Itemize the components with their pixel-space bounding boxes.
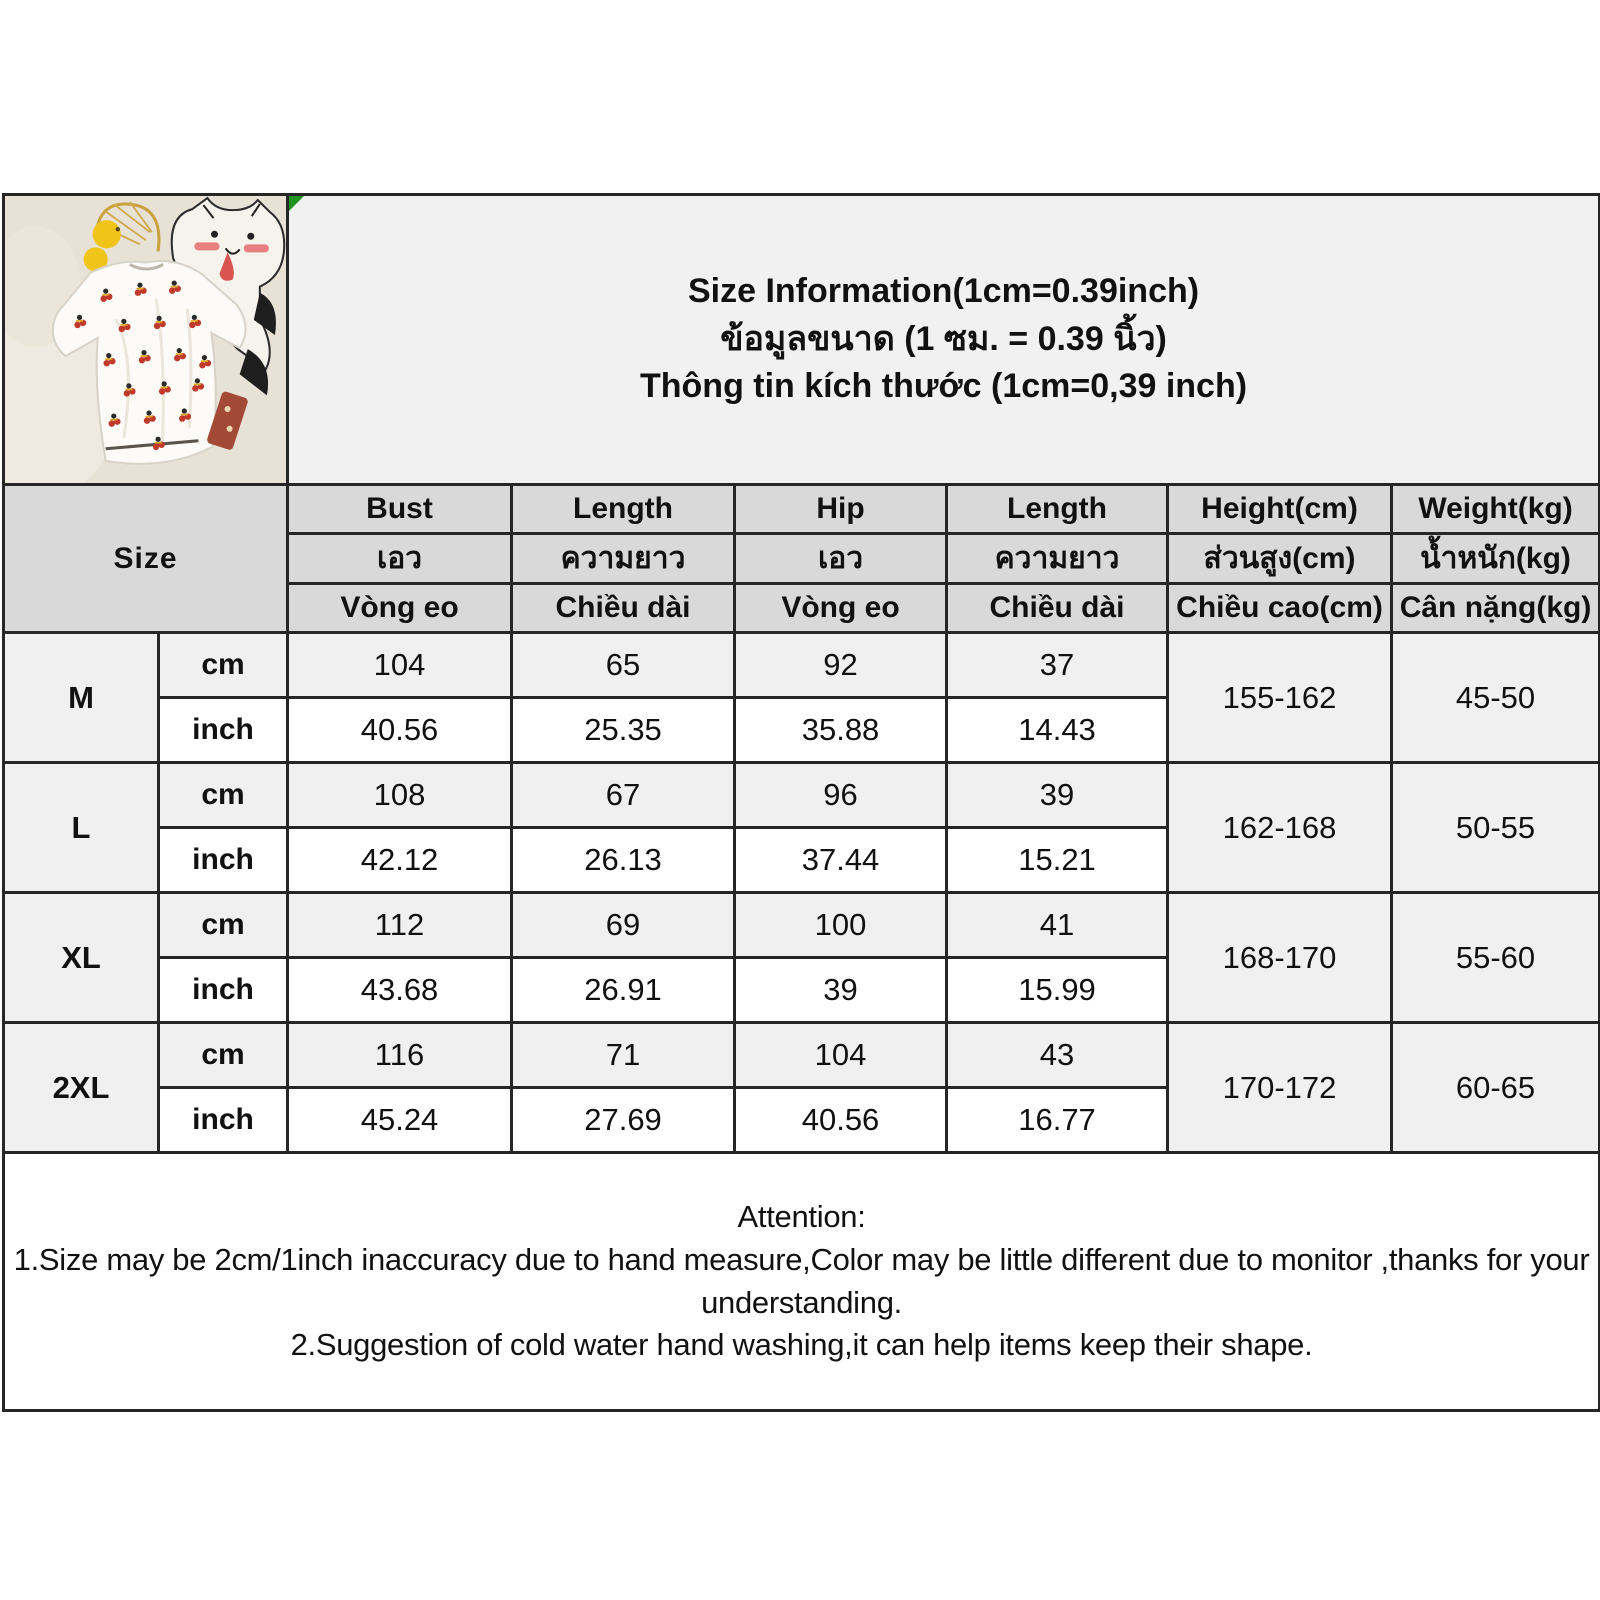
attention-note-block: [4, 1153, 1600, 1411]
value-m-bust-cm: 104: [288, 633, 512, 698]
value-2xl-length-inch: 27.69: [512, 1088, 735, 1153]
value-l-hip-inch: 37.44: [735, 828, 947, 893]
value-2xl-hip-inch: 40.56: [735, 1088, 947, 1153]
excel-error-flag-icon: [289, 196, 304, 211]
attention-note-1-cont: understanding.: [701, 1284, 902, 1320]
value-l-length-inch: 26.13: [512, 828, 735, 893]
unit-cell-inch: inch: [159, 1088, 288, 1153]
size-label-m: M: [4, 633, 159, 763]
value-2xl-weight: 60-65: [1392, 1023, 1600, 1153]
col-header-weight-th: น้ำหนัก(kg): [1392, 534, 1600, 584]
value-m-length2-cm: 37: [947, 633, 1168, 698]
value-xl-weight: 55-60: [1392, 893, 1600, 1023]
title-line-vietnamese: Thông tin kích thước (1cm=0,39 inch): [640, 367, 1248, 406]
value-m-height: 155-162: [1168, 633, 1392, 763]
unit-cell-cm: cm: [159, 893, 288, 958]
title-line-thai: ข้อมูลขนาด (1 ซม. = 0.39 นิ้ว): [720, 319, 1167, 358]
attention-note-1: 1.Size may be 2cm/1inch inaccuracy due to hand measure,Color may be little different due to monitor ,thanks for your: [13, 1241, 1590, 1277]
value-2xl-length2-cm: 43: [947, 1023, 1168, 1088]
col-header-length2-vi: Chiều dài: [947, 584, 1168, 633]
col-header-height-vi: Chiều cao(cm): [1168, 584, 1392, 633]
value-m-weight: 45-50: [1392, 633, 1600, 763]
value-2xl-bust-cm: 116: [288, 1023, 512, 1088]
size-info-title-block: [288, 195, 1600, 485]
unit-cell-cm: cm: [159, 633, 288, 698]
value-l-length-cm: 67: [512, 763, 735, 828]
value-2xl-bust-inch: 45.24: [288, 1088, 512, 1153]
value-xl-hip-cm: 100: [735, 893, 947, 958]
value-xl-length2-inch: 15.99: [947, 958, 1168, 1023]
value-xl-bust-cm: 112: [288, 893, 512, 958]
value-m-hip-cm: 92: [735, 633, 947, 698]
attention-heading: Attention:: [737, 1199, 866, 1235]
size-label-2xl: 2XL: [4, 1023, 159, 1153]
col-header-hip-th: เอว: [735, 534, 947, 584]
col-header-weight-vi: Cân nặng(kg): [1392, 584, 1600, 633]
unit-cell-inch: inch: [159, 828, 288, 893]
value-l-bust-cm: 108: [288, 763, 512, 828]
value-2xl-length2-inch: 16.77: [947, 1088, 1168, 1153]
value-m-length-cm: 65: [512, 633, 735, 698]
col-header-weight-en: Weight(kg): [1392, 485, 1600, 534]
value-l-height: 162-168: [1168, 763, 1392, 893]
col-header-hip-en: Hip: [735, 485, 947, 534]
size-label-xl: XL: [4, 893, 159, 1023]
value-2xl-length-cm: 71: [512, 1023, 735, 1088]
value-xl-height: 168-170: [1168, 893, 1392, 1023]
col-header-bust-vi: Vòng eo: [288, 584, 512, 633]
unit-cell-cm: cm: [159, 763, 288, 828]
product-photo-cell: [4, 195, 288, 485]
unit-cell-inch: inch: [159, 698, 288, 763]
value-2xl-hip-cm: 104: [735, 1023, 947, 1088]
value-xl-length-cm: 69: [512, 893, 735, 958]
value-xl-hip-inch: 39: [735, 958, 947, 1023]
col-header-hip-vi: Vòng eo: [735, 584, 947, 633]
col-header-length1-th: ความยาว: [512, 534, 735, 584]
col-header-length2-th: ความยาว: [947, 534, 1168, 584]
col-header-bust-en: Bust: [288, 485, 512, 534]
value-l-hip-cm: 96: [735, 763, 947, 828]
value-l-bust-inch: 42.12: [288, 828, 512, 893]
size-label-l: L: [4, 763, 159, 893]
col-header-length2-en: Length: [947, 485, 1168, 534]
title-line-english: Size Information(1cm=0.39inch): [687, 272, 1200, 311]
value-m-length-inch: 25.35: [512, 698, 735, 763]
value-l-weight: 50-55: [1392, 763, 1600, 893]
product-photo: [5, 196, 286, 483]
value-xl-length2-cm: 41: [947, 893, 1168, 958]
value-xl-length-inch: 26.91: [512, 958, 735, 1023]
value-m-bust-inch: 40.56: [288, 698, 512, 763]
unit-cell-inch: inch: [159, 958, 288, 1023]
value-m-length2-inch: 14.43: [947, 698, 1168, 763]
col-header-height-th: ส่วนสูง(cm): [1168, 534, 1392, 584]
unit-cell-cm: cm: [159, 1023, 288, 1088]
col-header-length1-vi: Chiều dài: [512, 584, 735, 633]
value-xl-bust-inch: 43.68: [288, 958, 512, 1023]
value-m-hip-inch: 35.88: [735, 698, 947, 763]
col-header-bust-th: เอว: [288, 534, 512, 584]
size-column-header: Size: [4, 485, 288, 633]
size-table: [2, 193, 1600, 1412]
value-l-length2-cm: 39: [947, 763, 1168, 828]
value-l-length2-inch: 15.21: [947, 828, 1168, 893]
value-2xl-height: 170-172: [1168, 1023, 1392, 1153]
attention-note-2: 2.Suggestion of cold water hand washing,it can help items keep their shape.: [290, 1327, 1313, 1363]
col-header-height-en: Height(cm): [1168, 485, 1392, 534]
col-header-length1-en: Length: [512, 485, 735, 534]
